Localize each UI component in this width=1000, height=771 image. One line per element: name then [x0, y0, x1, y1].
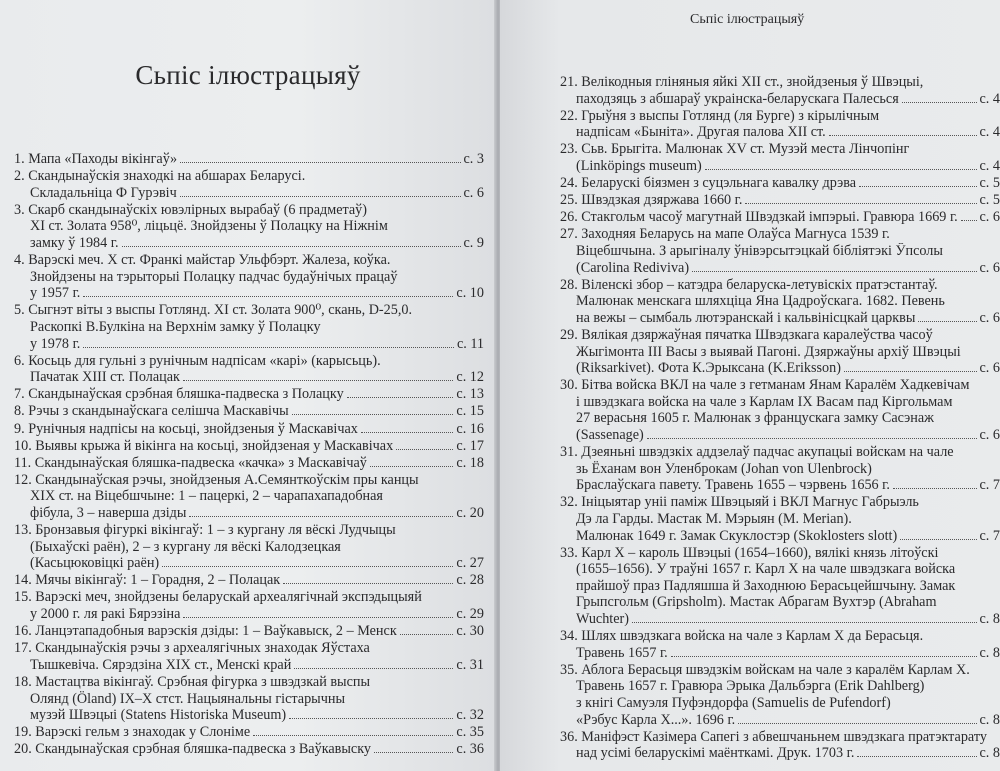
entry-last-line — [14, 505, 484, 522]
entry-last-line — [14, 285, 484, 302]
list-item — [560, 226, 1000, 276]
dot-leader — [396, 449, 453, 450]
dot-leader — [183, 617, 453, 618]
list-item — [560, 628, 1000, 661]
dot-leader — [632, 622, 977, 623]
entry-text: у 1978 г. — [30, 335, 81, 352]
entry-line: 32. Ініцыятар уніі паміж Швэцыяй і ВКЛ Магнус Габрыэль — [560, 494, 919, 511]
page-number: с. 6 — [979, 360, 1000, 377]
dot-leader — [347, 397, 454, 398]
list-item — [560, 175, 1000, 192]
entry-text: (Касьцюковіцкі раён) — [30, 555, 160, 572]
entry-line: Знойдзены на тэрыторыі Полацку падчас будаўнічых працаў — [30, 268, 398, 285]
list-item — [560, 327, 1000, 377]
entry-line: 12. Скандынаўская рэчы, знойдзеныя А.Семянткоўскім пры канцы — [14, 471, 419, 488]
list-item — [14, 640, 484, 673]
page-number: с. 6 — [979, 209, 1000, 226]
left-page — [0, 0, 496, 771]
dot-leader — [400, 634, 454, 635]
list-item — [14, 674, 484, 724]
entry-text: (Carolina Rediviva) — [576, 259, 690, 276]
dot-leader — [692, 271, 976, 272]
dot-leader — [738, 723, 976, 724]
entry-last-line — [560, 427, 1000, 444]
dot-leader — [183, 380, 453, 381]
running-header: Сьпіс ілюстрацыяў — [690, 12, 805, 27]
entry-last-line — [14, 235, 484, 252]
entry-last-line — [560, 192, 1000, 209]
dot-leader — [180, 196, 461, 197]
dot-leader — [361, 432, 454, 433]
entry-last-line — [560, 209, 1000, 226]
entry-last-line — [14, 606, 484, 623]
list-item — [14, 623, 484, 640]
entry-line: (Быхаўскі раён), 2 – з кургану ля вёскі Калодзецкая — [30, 538, 341, 555]
dot-leader — [122, 246, 461, 247]
list-item — [560, 662, 1000, 728]
entry-last-line — [14, 386, 484, 403]
list-item — [14, 472, 484, 522]
bleed-through-text — [170, 8, 173, 24]
entry-text: паходзяць з абшараў украінска-беларускага Палесься — [576, 90, 899, 107]
list-item — [14, 386, 484, 403]
entry-text: 10. Выявы крыжа й вікінга на косьці, знойдзеная у Маскавічах — [14, 437, 394, 454]
list-item — [14, 168, 484, 201]
entry-line: Малюнак менскага шляхціца Яна Цадроўскага. 1682. Певень — [576, 293, 945, 310]
entry-line: XIX ст. на Віцебшчыне: 1 – пацеркі, 2 – чарапахападобная — [30, 488, 383, 505]
entry-last-line — [14, 455, 484, 472]
list-item — [14, 522, 484, 572]
list-item — [14, 421, 484, 438]
illustration-list-right — [560, 74, 1000, 762]
entry-line: Раскопкі В.Булкіна на Верхнім замку ў Полацку — [30, 318, 321, 335]
entry-line: 21. Велікодныя гліняныя яйкі XII ст., знойдзеныя ў Швэцыі, — [560, 74, 924, 90]
entry-text: (Linköpings museum) — [576, 157, 702, 174]
entry-last-line — [560, 477, 1000, 494]
dot-leader — [745, 203, 976, 204]
entry-line: 35. Аблога Берасьця швэдзкім войскам на чале з каралём Карлам Х. — [560, 661, 970, 678]
entry-text: 1. Мапа «Паходы вікінгаў» — [14, 151, 178, 167]
dot-leader — [83, 347, 454, 348]
page-number: с. 7 — [979, 527, 1000, 544]
entry-text: 14. Мячы вікінгаў: 1 – Горадня, 2 – Полацак — [14, 572, 281, 589]
list-item — [560, 277, 1000, 327]
entry-text: Браслаўскага павету. Травень 1655 – чэрвень 1656 г. — [576, 477, 890, 494]
entry-last-line — [14, 438, 484, 455]
dot-leader — [902, 102, 977, 103]
dot-leader — [859, 186, 976, 187]
entry-line: 3. Скарб скандынаўскіх ювэлірных вырабаў (6 прадметаў) — [14, 201, 367, 218]
entry-text: замку ў 1984 г. — [30, 234, 119, 251]
entry-last-line — [14, 185, 484, 202]
entry-text: на вежы – сымбаль лютэранскай і кальвінісцкай царквы — [576, 309, 916, 326]
dot-leader — [294, 668, 453, 669]
dot-leader — [647, 438, 977, 439]
entry-text: 24. Беларускі біязмен з суцэльнага кавалку дрэва — [560, 175, 857, 192]
entry-last-line — [560, 712, 1000, 729]
entry-last-line — [560, 745, 1000, 762]
entry-text: 19. Варэскі гельм з знаходак у Слоніме — [14, 724, 251, 741]
page-title: Сьпіс ілюстрацыяў — [135, 60, 361, 90]
entry-text: 11. Скандынаўская бляшка-падвеска «качка» з Маскавічаў — [14, 454, 367, 471]
dot-leader — [370, 466, 454, 467]
entry-line: 34. Шлях швэдзкага войска на чале з Карлам Х да Берасьця. — [560, 628, 924, 645]
page-number: с. 8 — [979, 745, 1000, 762]
dot-leader — [289, 718, 453, 719]
dot-leader — [918, 321, 976, 322]
list-item — [560, 545, 1000, 628]
page-number: с. 8 — [979, 644, 1000, 661]
entry-text: Травень 1657 г. — [576, 644, 668, 661]
entry-text: Малюнак 1649 г. Замак Скуклостэр (Skoklosters slott) — [576, 527, 898, 544]
page-number: с. 35 — [456, 724, 484, 741]
page-number: с. 4 — [979, 90, 1000, 107]
list-item — [560, 74, 1000, 107]
list-item — [14, 741, 484, 758]
entry-line: 4. Варэскі меч. Х ст. Франкі майстар Ульфбэрт. Жалеза, коўка. — [14, 252, 391, 269]
dot-leader — [189, 516, 453, 517]
entry-last-line — [14, 657, 484, 674]
entry-text: 7. Скандынаўская срэбная бляшка-падвеска з Полацку — [14, 386, 344, 403]
entry-line: з кнігі Самуэля Пуфэндорфа (Samuelis de Pufendorf) — [576, 694, 891, 711]
page-number: с. 3 — [463, 151, 484, 167]
list-item — [14, 724, 484, 741]
entry-line: 18. Мастацтва вікінгаў. Срэбная фігурка з швэдзкай выспы — [14, 673, 370, 690]
entry-last-line — [560, 645, 1000, 662]
entry-last-line — [14, 151, 484, 168]
dot-leader — [857, 756, 976, 757]
list-item — [14, 202, 484, 252]
entry-line: 29. Вялікая дзяржаўная пячатка Швэдзкага каралеўства часоў — [560, 326, 933, 343]
entry-text: 26. Стакгольм часоў магутнай Швэдзкай імпэрыі. Гравюра 1669 г. — [560, 209, 958, 226]
entry-last-line — [14, 707, 484, 724]
entry-text: Тышкевіча. Сярэдзіна XIX ст., Менскі край — [30, 656, 292, 673]
page-number: с. 6 — [979, 259, 1000, 276]
entry-last-line — [560, 91, 1000, 108]
entry-line: 27 верасьня 1605 г. Малюнак з францускага замку Сасэнаж — [576, 410, 934, 427]
page-number: с. 4 — [979, 157, 1000, 174]
page-number: с. 30 — [456, 623, 484, 640]
entry-text: у 2000 г. ля ракі Бярэзіна — [30, 606, 181, 623]
list-item — [14, 403, 484, 420]
list-item — [14, 455, 484, 472]
entry-last-line — [560, 124, 1000, 141]
entry-text: Wuchter) — [576, 611, 629, 627]
entry-text: 16. Ланцэтападобныя варэскія дзіды: 1 – Ваўкавыск, 2 – Менск — [14, 623, 397, 640]
list-item — [14, 151, 484, 168]
entry-line: Віцебшчына. З арыгіналу ўнівэрсытэцкай бібліятэкі Ўпсолы — [576, 242, 943, 259]
list-item — [560, 209, 1000, 226]
entry-line: 31. Дзеяньні швэдзкіх аддзелаў падчас акупацыі войскам на чале — [560, 444, 954, 461]
page-number: с. 6 — [463, 184, 484, 201]
entry-text: музэй Швэцыі (Statens Historiska Museum) — [30, 707, 287, 724]
entry-last-line — [14, 336, 484, 353]
page-number: с. 8 — [979, 711, 1000, 728]
page-number: с. 32 — [456, 707, 484, 724]
list-item — [560, 192, 1000, 209]
page-number: с. 4 — [979, 124, 1000, 141]
page-number: с. 36 — [456, 741, 484, 758]
page-number: с. 9 — [463, 234, 484, 251]
entry-last-line — [560, 158, 1000, 175]
page-number: с. 5 — [979, 175, 1000, 192]
entry-last-line — [14, 403, 484, 420]
entry-last-line — [14, 724, 484, 741]
entry-last-line — [14, 623, 484, 640]
page-number: с. 6 — [979, 309, 1000, 326]
list-item — [560, 494, 1000, 544]
dot-leader — [180, 162, 460, 163]
entry-line: Травень 1657 г. Гравюра Эрыка Дальбэрга (Erik Dahlberg) — [576, 678, 925, 695]
entry-line: 23. Сьв. Брыгіта. Малюнак XV ст. Музэй места Лінчопінг — [560, 141, 910, 158]
list-item — [560, 377, 1000, 443]
dot-leader — [283, 583, 453, 584]
list-item — [14, 353, 484, 386]
entry-last-line — [560, 260, 1000, 277]
entry-last-line — [560, 611, 1000, 628]
entry-text: (Riksarkivet). Фота К.Эрыксана (K.Eriksson) — [576, 360, 841, 377]
entry-text: 8. Рэчы з скандынаўскага селішча Маскавічы — [14, 403, 289, 420]
entry-last-line — [14, 421, 484, 438]
list-item — [14, 302, 484, 352]
dot-leader — [829, 135, 977, 136]
entry-text: 9. Рунічныя надпісы на косьці, знойдзеныя ў Маскавічах — [14, 420, 358, 437]
page-number: с. 29 — [456, 606, 484, 623]
list-item — [560, 729, 1000, 762]
entry-line: 6. Косьць для гульні з рунічным надпісам «карі» (карысьць). — [14, 352, 381, 369]
entry-text: фібула, 3 – наверша дзіды — [30, 504, 187, 521]
entry-line: 13. Бронзавыя фігуркі вікінгаў: 1 – з кургану ля вёскі Лудчыцы — [14, 522, 396, 539]
list-item — [560, 141, 1000, 174]
entry-line: і швэдзкага войска на чале з Карлам IX Васам пад Кіргольмам — [576, 393, 953, 410]
dot-leader — [292, 414, 454, 415]
dot-leader — [162, 566, 453, 567]
illustration-list-left — [14, 151, 484, 758]
entry-line: 28. Віленскі збор – катэдра беларуска-летувіскіх пратэстантаў. — [560, 276, 938, 293]
page-number: с. 7 — [979, 477, 1000, 494]
entry-last-line — [14, 369, 484, 386]
entry-text: Складальніца Ф Гурэвіч — [30, 184, 177, 201]
entry-line: Дэ ла Гарды. Мастак М. Мэрыян (M. Merian). — [576, 510, 852, 527]
entry-line: 5. Сыгнэт віты з выспы Готлянд. XI ст. Золата 900⁰, скань, D-25,0. — [14, 302, 413, 319]
page-number: с. 10 — [456, 285, 484, 302]
page-number: с. 17 — [456, 437, 484, 454]
entry-line: 33. Карл Х – кароль Швэцыі (1654–1660), вялікі князь літоўскі — [560, 544, 939, 561]
dot-leader — [83, 296, 453, 297]
list-item — [14, 589, 484, 622]
dot-leader — [705, 169, 977, 170]
page-number: с. 11 — [456, 335, 484, 352]
dot-leader — [253, 735, 453, 736]
entry-last-line — [560, 310, 1000, 327]
page-number: с. 18 — [456, 454, 484, 471]
entry-last-line — [14, 572, 484, 589]
entry-line: 22. Грыўня з выспы Готлянд (ля Бургe) з кірылічным — [560, 107, 880, 124]
dot-leader — [374, 752, 453, 753]
entry-text: у 1957 г. — [30, 285, 81, 302]
entry-line: Жыгімонта III Васы з выявай Пагоні. Дзяржаўны архіў Швэцыі — [576, 343, 961, 360]
page-number: с. 31 — [456, 656, 484, 673]
page-number: с. 28 — [456, 572, 484, 589]
entry-text: «Рэбус Карла Х...». 1696 г. — [576, 711, 736, 728]
page-number: с. 16 — [456, 420, 484, 437]
page-number: с. 27 — [456, 555, 484, 572]
dot-leader — [844, 371, 977, 372]
list-item — [14, 572, 484, 589]
page-number: с. 15 — [456, 403, 484, 420]
entry-line: 30. Бітва войска ВКЛ на чале з гетманам Янам Каралём Хадкевічам — [560, 377, 970, 394]
right-page — [500, 0, 1000, 771]
dot-leader — [893, 488, 977, 489]
dot-leader — [961, 220, 977, 221]
entry-line: ХІ ст. Золата 958⁰, ліцьцё. Знойдзены ў Полацку на Ніжнім — [30, 218, 388, 235]
entry-line: Олянд (Öland) IX–X стст. Нацыянальны гістарычны — [30, 690, 345, 707]
list-item — [560, 108, 1000, 141]
entry-line: прайшоў праз Падляшша й Заходнюю Берасьцейшчыну. Замак — [576, 577, 956, 594]
list-item — [560, 444, 1000, 494]
list-item — [14, 438, 484, 455]
entry-text: надпісам «Быніта». Другая палова XII ст. — [576, 124, 826, 141]
entry-text: (Sassenage) — [576, 426, 644, 443]
entry-last-line — [14, 741, 484, 758]
entry-text: 20. Скандынаўская срэбная бляшка-падвеска з Ваўкавыску — [14, 741, 371, 758]
entry-line: 15. Варэскі меч, знойдзены беларускай археалягічнай экспэдыцыяй — [14, 589, 422, 606]
list-item — [14, 252, 484, 302]
page-number: с. 8 — [979, 611, 1000, 627]
entry-text: Пачатак XIII ст. Полацак — [30, 369, 180, 386]
page-number: с. 12 — [456, 369, 484, 386]
entry-text: 25. Швэдзкая дзяржава 1660 г. — [560, 192, 743, 209]
entry-line: 36. Маніфэст Казімера Сапегі з абвешчаньнем швэдзкага пратэктарату — [560, 728, 987, 745]
entry-last-line — [560, 175, 1000, 192]
entry-line: (1655–1656). У траўні 1657 г. Карл Х на чале швэдзкага войска — [576, 561, 956, 578]
dot-leader — [900, 539, 976, 540]
page-number: с. 6 — [979, 426, 1000, 443]
page-number: с. 13 — [456, 386, 484, 403]
entry-line: зь Ёханам вон Уленброкам (Johan von Ulenbrock) — [576, 460, 872, 477]
entry-text: над усімі беларускімі маёнткамі. Друк. 1703 г. — [576, 745, 855, 762]
entry-line: Грыпсгольм (Gripsholm). Мастак Абрагам Вухтэр (Abraham — [576, 594, 937, 611]
entry-line: 17. Скандынаўскія рэчы з археалягічных знаходак Яўстаха — [14, 640, 370, 657]
entry-line: 27. Заходняя Беларусь на мапе Олаўса Магнуса 1539 г. — [560, 226, 890, 243]
entry-line: 2. Скандынаўскія знаходкі на абшарах Беларусі. — [14, 168, 306, 185]
entry-last-line — [560, 528, 1000, 545]
page-number: с. 20 — [456, 504, 484, 521]
dot-leader — [671, 656, 977, 657]
entry-last-line — [560, 360, 1000, 377]
page-number: с. 5 — [979, 192, 1000, 209]
entry-last-line — [14, 555, 484, 572]
